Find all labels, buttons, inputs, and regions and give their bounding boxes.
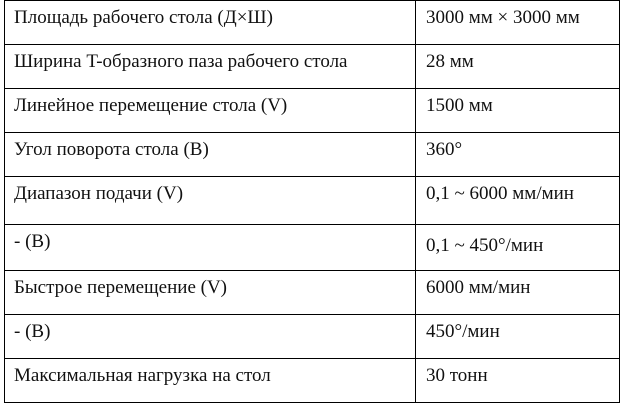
table-row — [5, 359, 620, 403]
table-row — [5, 45, 620, 89]
value-cell: 6000 мм/мин — [416, 271, 620, 315]
param-cell: Диапазон подачи (V) — [5, 177, 416, 225]
param-cell: Максимальная нагрузка на стол — [5, 359, 416, 403]
table-row — [5, 177, 620, 225]
table-row — [5, 1, 620, 45]
table-row — [5, 225, 620, 271]
value-cell: 30 тонн — [416, 359, 620, 403]
param-cell: Площадь рабочего стола (Д×Ш) — [5, 1, 416, 45]
value-cell: 360° — [416, 133, 620, 177]
table-row — [5, 89, 620, 133]
value-cell: 450°/мин — [416, 315, 620, 359]
param-cell: Угол поворота стола (B) — [5, 133, 416, 177]
table-row — [5, 133, 620, 177]
param-cell: Быстрое перемещение (V) — [5, 271, 416, 315]
param-cell: Линейное перемещение стола (V) — [5, 89, 416, 133]
specifications-table — [4, 0, 620, 403]
param-cell: - (B) — [5, 315, 416, 359]
table-row — [5, 271, 620, 315]
param-cell: - (B) — [5, 225, 416, 271]
table-row — [5, 315, 620, 359]
value-cell: 0,1 ~ 6000 мм/мин — [416, 177, 620, 225]
param-cell: Ширина T-образного паза рабочего стола — [5, 45, 416, 89]
value-cell: 0,1 ~ 450°/мин — [416, 225, 620, 271]
value-cell: 28 мм — [416, 45, 620, 89]
value-cell: 3000 мм × 3000 мм — [416, 1, 620, 45]
value-cell: 1500 мм — [416, 89, 620, 133]
